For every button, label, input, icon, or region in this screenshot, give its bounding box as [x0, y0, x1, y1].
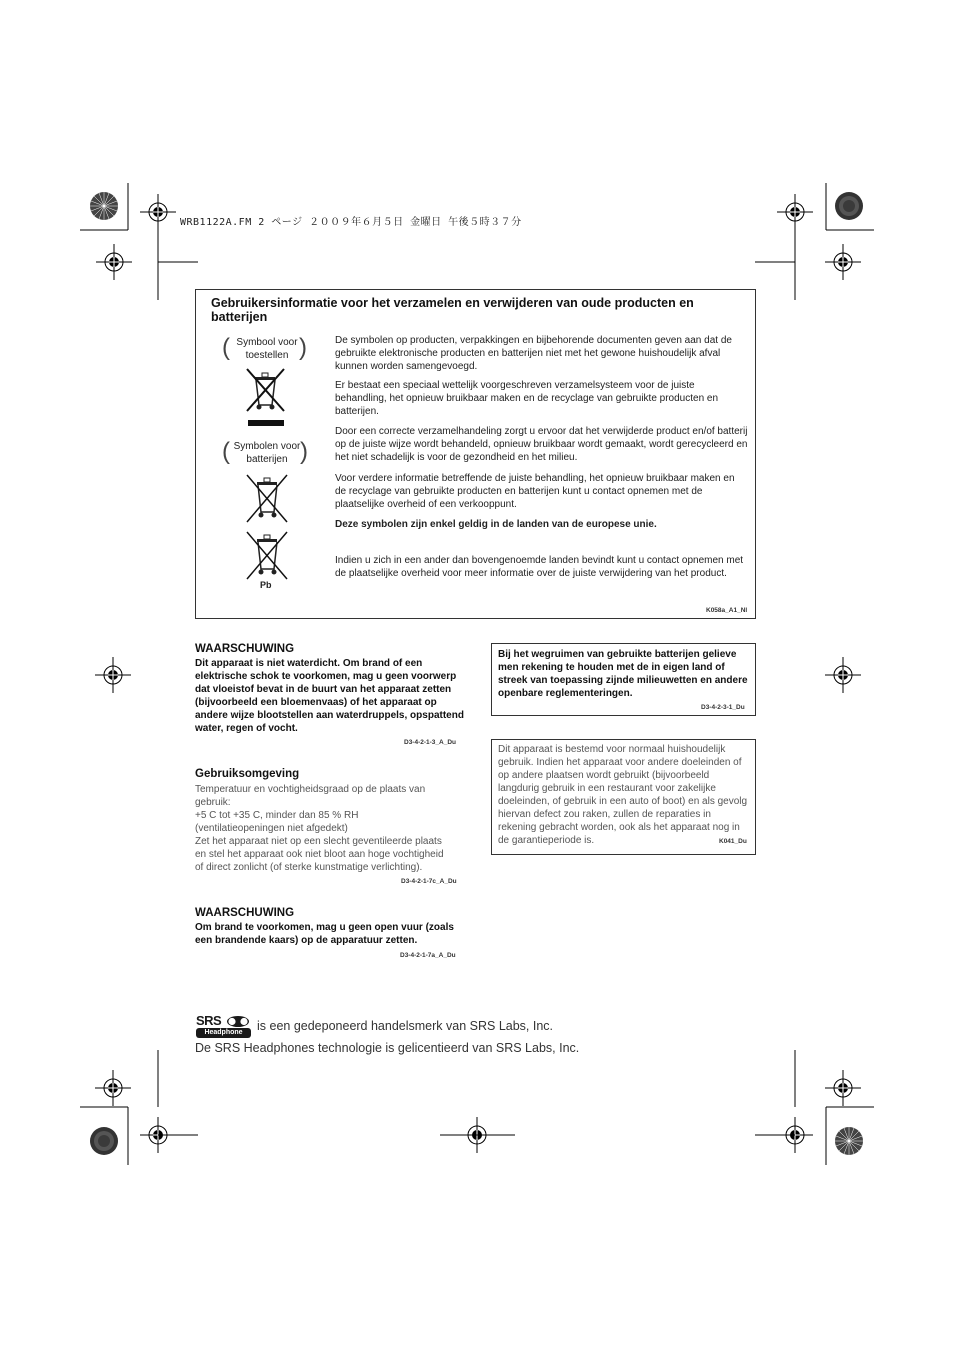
trademark-line-1: is een gedeponeerd handelsmerk van SRS Labs, Inc.	[257, 1019, 554, 1033]
recycling-paragraph: Door een correcte verzamelhandeling zorgt u ervoor dat het verwijderde product en/of batterij op de juiste wijze wordt behandeld, opnieuw bruikbaar wordt gemaakt, wordt gerecycleerd en het niet schadelijk is voor de gezondheid en het milieu.	[335, 426, 748, 463]
warning-water-body: Dit apparaat is niet waterdicht. Om brand of een elektrische schok te voorkomen, mag u geen voorwerp dat vloeistof bevat in de buurt van het apparaat zetten (bijvoorbeeld een bloemenvaas) of het apparaat op andere wijze blootstellen aan waterdruppels, opspattend water, regen of vocht.	[195, 658, 464, 734]
crossed-bin-battery-icon	[244, 474, 290, 524]
recycling-paragraph: De symbolen op producten, verpakkingen en bijbehorende documenten geven aan dat de gebruikte elektronische producten en batterijen niet met het gewone huishoudelijk afval kunnen worden samengevoegd.	[335, 335, 732, 372]
battery-disposal-code: D3-4-2-3-1_Du	[701, 704, 745, 711]
environment-heading: Gebruiksomgeving	[195, 768, 300, 780]
srs-headphone-logo	[196, 1015, 251, 1039]
printer-header: WRB1122A.FM 2 ページ ２００９年６月５日 金曜日 午後５時３７分	[180, 217, 522, 228]
recycling-paragraph: Voor verdere informatie betreffende de juiste behandling, het opnieuw bruikbaar maken en de recyclage van gebruikte producten en batterijen kunt u contact opnemen met de plaatselijke overheid of een verkooppunt.	[335, 473, 735, 510]
environment-code: D3-4-2-1-7c_A_Du	[401, 878, 457, 885]
pb-label: Pb	[260, 580, 272, 590]
crossed-bin-bar-icon	[244, 367, 288, 427]
paren-right-product: )	[299, 334, 307, 361]
recycling-info-box	[195, 289, 756, 619]
trademark-line-2: De SRS Headphones technologie is gelicentieerd van SRS Labs, Inc.	[195, 1041, 580, 1055]
symbol-product-label: Symbool voor toestellen	[236, 337, 298, 361]
warning-water-code: D3-4-2-1-3_A_Du	[404, 739, 457, 746]
household-use-box	[491, 739, 756, 855]
paren-left-product: (	[222, 334, 230, 361]
srs-logo-sub: Headphone	[204, 1029, 243, 1036]
environment-body: Temperatuur en vochtigheidsgraad op de plaats van gebruik: +5 C tot +35 C, minder dan 85 % RH (ventilatieopeningen niet afgedekt) Zet het apparaat niet op een slecht geventileerde plaats en stel het apparaat ook niet bloot aan hoge vochtigheid of direct zonlicht (of sterke kunstmatige verlichting).	[195, 784, 444, 873]
household-use-text: Dit apparaat is bestemd voor normaal huishoudelijk gebruik. Indien het apparaat voor andere doeleinden of op andere plaatsen wordt gebruikt (bijvoorbeeld langdurig gebruik in een restaurant voor zakelijke doeleinden, of gebruik in een auto of boot) en als gevolg hiervan defect zou raken, zullen de reparaties in rekening gebracht worden, ook als het apparaat nog in de garantieperiode is.	[498, 744, 748, 846]
battery-disposal-box	[491, 643, 756, 716]
symbol-battery-label: Symbolen voor batterijen	[233, 441, 301, 465]
recycling-paragraph: Indien u zich in een ander dan bovengenoemde landen bevindt kunt u contact opnemen met de plaatselijke overheid voor meer informatie over de juiste verwijdering van het product.	[335, 555, 744, 579]
srs-logo-text: SRS	[196, 1013, 222, 1028]
eu-validity-note: Deze symbolen zijn enkel geldig in de landen van de europese unie.	[335, 519, 657, 530]
warning-fire-code: D3-4-2-1-7a_A_Du	[400, 952, 456, 959]
household-use-code: K041_Du	[719, 838, 747, 845]
crossed-bin-pb-icon	[244, 531, 290, 581]
recycling-title: Gebruikersinformatie voor het verzamelen en verwijderen van oude producten en batterijen	[211, 296, 694, 324]
paren-right-battery: )	[300, 438, 308, 465]
battery-disposal-text: Bij het wegruimen van gebruikte batterijen gelieve men rekening te houden met de in eigen land of streek van toepassing zijnde milieuwetten en andere openbare reglementeringen.	[498, 649, 748, 699]
recycling-code: K058a_A1_Nl	[706, 607, 748, 614]
paren-left-battery: (	[222, 438, 230, 465]
warning-fire-heading: WAARSCHUWING	[195, 907, 295, 919]
warning-fire-body: Om brand te voorkomen, mag u geen open vuur (zoals een brandende kaars) op de apparatuur zetten.	[195, 922, 454, 946]
warning-water-heading: WAARSCHUWING	[195, 643, 295, 655]
recycling-paragraph: Er bestaat een speciaal wettelijk voorgeschreven verzamelsysteem voor de juiste behandling, het opnieuw bruikbaar maken en de recyclage van gebruikte producten en batterijen.	[335, 380, 719, 417]
